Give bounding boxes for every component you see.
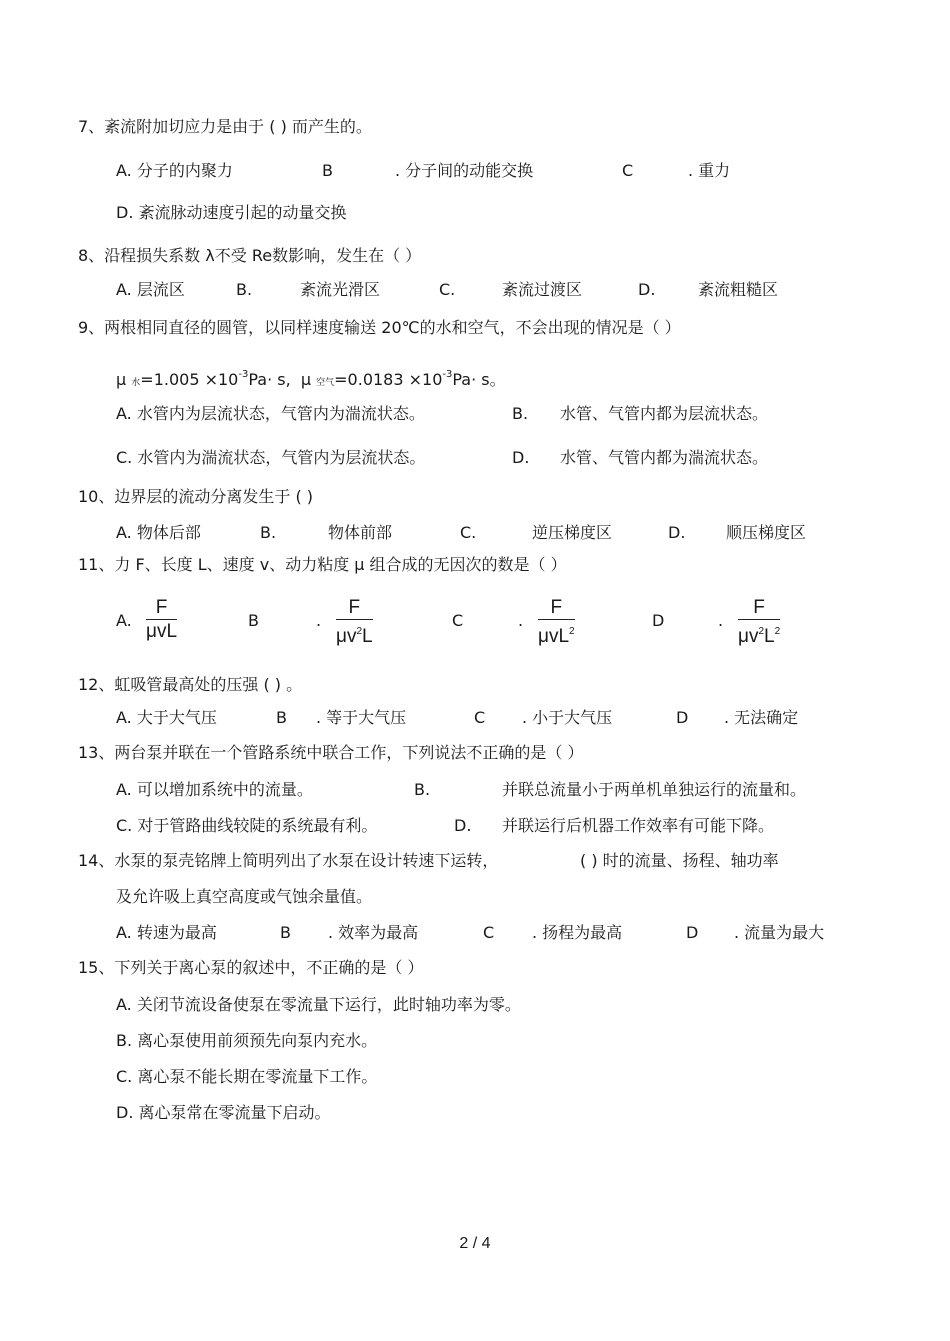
q12-option-b-letter: B xyxy=(276,708,287,727)
q11-option-a-letter: A. xyxy=(116,611,132,630)
q10-option-c-letter: C. xyxy=(460,523,477,542)
q12-option-d-letter: D xyxy=(676,708,689,727)
q7-option-c-letter: C xyxy=(622,161,634,180)
q10-option-d-letter: D. xyxy=(668,523,686,542)
q14-option-d-text: . 流量为最大 xyxy=(734,923,825,942)
q14-option-b-letter: B xyxy=(280,923,291,942)
mu-air-unit: Pa· s。 xyxy=(452,370,506,389)
q9-option-d-letter: D. xyxy=(512,448,530,467)
mu-air-symbol: μ xyxy=(300,370,312,389)
mu-water-unit: Pa· s, xyxy=(248,370,291,389)
mu-water-exponent: -3 xyxy=(238,369,249,380)
fraction-a-numerator: F xyxy=(146,597,177,620)
q7-option-c-text: . 重力 xyxy=(688,161,731,180)
q14-stem-line1: 14、水泵的泵壳铭牌上简明列出了水泵在设计转速下运转， xyxy=(78,851,499,870)
q14-option-b-text: . 效率为最高 xyxy=(328,923,419,942)
q9-option-a: A. 水管内为层流状态，气管内为湍流状态。 xyxy=(116,404,425,423)
q7-option-d: D. 紊流脉动速度引起的动量交换 xyxy=(116,203,347,222)
q11-option-d-letter: D xyxy=(652,611,665,630)
q15-stem: 15、下列关于离心泵的叙述中，不正确的是（ ） xyxy=(78,958,424,977)
q13-option-a: A. 可以增加系统中的流量。 xyxy=(116,780,313,799)
mu-air-value: =0.0183 ×10 xyxy=(334,370,443,389)
q12-option-b-text: . 等于大气压 xyxy=(316,708,407,727)
q14-option-c-letter: C xyxy=(483,923,495,942)
q11-option-c-letter: C xyxy=(452,611,464,630)
mu-air-exponent: -3 xyxy=(442,369,453,380)
q9-option-d-text: 水管、气管内都为湍流状态。 xyxy=(560,448,769,467)
q8-option-b-text: 紊流光滑区 xyxy=(300,280,381,299)
q7-stem: 7、紊流附加切应力是由于 ( ) 而产生的。 xyxy=(78,117,372,136)
q7-option-b-letter: B xyxy=(322,161,333,180)
q13-option-b-letter: B. xyxy=(414,780,431,799)
q15-option-a: A. 关闭节流设备使泵在零流量下运行，此时轴功率为零。 xyxy=(116,995,521,1014)
mu-water-subscript: 水 xyxy=(131,378,141,388)
q12-stem: 12、虹吸管最高处的压强 ( ) 。 xyxy=(78,675,303,694)
q8-stem: 8、沿程损失系数 λ不受 Re数影响，发生在（ ） xyxy=(78,246,422,265)
q13-option-b-text: 并联总流量小于两单机单独运行的流量和。 xyxy=(502,780,807,799)
q7-option-a: A. 分子的内聚力 xyxy=(116,161,233,180)
q14-option-d-letter: D xyxy=(686,923,699,942)
q11-fraction-a xyxy=(146,597,177,644)
q13-option-c: C. 对于管路曲线较陡的系统最有利。 xyxy=(116,816,378,835)
fraction-d-denominator: $\mu v^2L^2$ xyxy=(738,626,781,647)
q15-option-b: B. 离心泵使用前须预先向泵内充水。 xyxy=(116,1031,378,1050)
q14-stem-line1-blank: ( ) 时的流量、扬程、轴功率 xyxy=(580,851,779,870)
q12-option-a: A. 大于大气压 xyxy=(116,708,217,727)
q8-option-d-letter: D. xyxy=(638,280,656,299)
q8-option-c-text: 紊流过渡区 xyxy=(502,280,583,299)
q11-option-b-dot: . xyxy=(316,611,322,630)
q14-stem-line2: 及允许吸上真空高度或气蚀余量值。 xyxy=(116,887,373,906)
fraction-b-denominator: $\mu v^2L$ xyxy=(336,626,373,647)
q11-option-d-dot: . xyxy=(718,611,724,630)
q12-option-d-text: . 无法确定 xyxy=(724,708,799,727)
q12-option-c-letter: C xyxy=(474,708,486,727)
q11-fraction-d xyxy=(738,597,780,649)
q9-stem: 9、两根相同直径的圆管，以同样速度输送 20℃的水和空气，不会出现的情况是（ ） xyxy=(78,318,681,337)
q13-stem: 13、两台泵并联在一个管路系统中联合工作，下列说法不正确的是（ ） xyxy=(78,743,584,762)
mu-air-subscript: 空气 xyxy=(316,378,335,388)
q11-fraction-b xyxy=(336,597,373,649)
q13-option-d-letter: D. xyxy=(454,816,472,835)
q9-option-b-text: 水管、气管内都为层流状态。 xyxy=(560,404,769,423)
q15-option-c: C. 离心泵不能长期在零流量下工作。 xyxy=(116,1067,378,1086)
q11-option-b-letter: B xyxy=(248,611,259,630)
q10-option-c-text: 逆压梯度区 xyxy=(532,523,613,542)
fraction-b-numerator: F xyxy=(336,597,373,620)
q8-option-d-text: 紊流粗糙区 xyxy=(698,280,779,299)
q9-option-b-letter: B. xyxy=(512,404,529,423)
q13-option-d-text: 并联运行后机器工作效率有可能下降。 xyxy=(502,816,775,835)
q15-option-d: D. 离心泵常在零流量下启动。 xyxy=(116,1103,331,1122)
q11-option-c-dot: . xyxy=(518,611,524,630)
fraction-d-numerator: F xyxy=(738,597,780,620)
q8-option-a: A. 层流区 xyxy=(116,280,185,299)
fraction-c-numerator: F xyxy=(538,597,575,620)
q8-option-b-letter: B. xyxy=(236,280,253,299)
q8-option-c-letter: C. xyxy=(439,280,456,299)
q10-option-b-letter: B. xyxy=(260,523,277,542)
q10-option-a: A. 物体后部 xyxy=(116,523,201,542)
q14-option-c-text: . 扬程为最高 xyxy=(532,923,623,942)
q9-viscosity-line xyxy=(116,365,506,393)
q7-option-b-text: . 分子间的动能交换 xyxy=(395,161,534,180)
fraction-a-denominator: μvL xyxy=(146,621,178,642)
fraction-c-denominator: μvL$^2$ xyxy=(538,626,575,647)
q11-fraction-c xyxy=(538,597,575,649)
mu-water-value: =1.005 ×10 xyxy=(140,370,239,389)
q14-option-a: A. 转速为最高 xyxy=(116,923,217,942)
q9-option-c: C. 水管内为湍流状态，气管内为层流状态。 xyxy=(116,448,426,467)
page-number: 2 / 4 xyxy=(459,1235,491,1252)
q11-stem: 11、力 F、长度 L、速度 v、动力粘度 μ 组合成的无因次的数是（ ） xyxy=(78,555,567,574)
q10-option-d-text: 顺压梯度区 xyxy=(726,523,807,542)
q10-stem: 10、边界层的流动分离发生于 ( ) xyxy=(78,487,314,506)
q10-option-b-text: 物体前部 xyxy=(328,523,393,542)
q12-option-c-text: . 小于大气压 xyxy=(522,708,613,727)
mu-water-symbol: μ xyxy=(116,370,127,389)
